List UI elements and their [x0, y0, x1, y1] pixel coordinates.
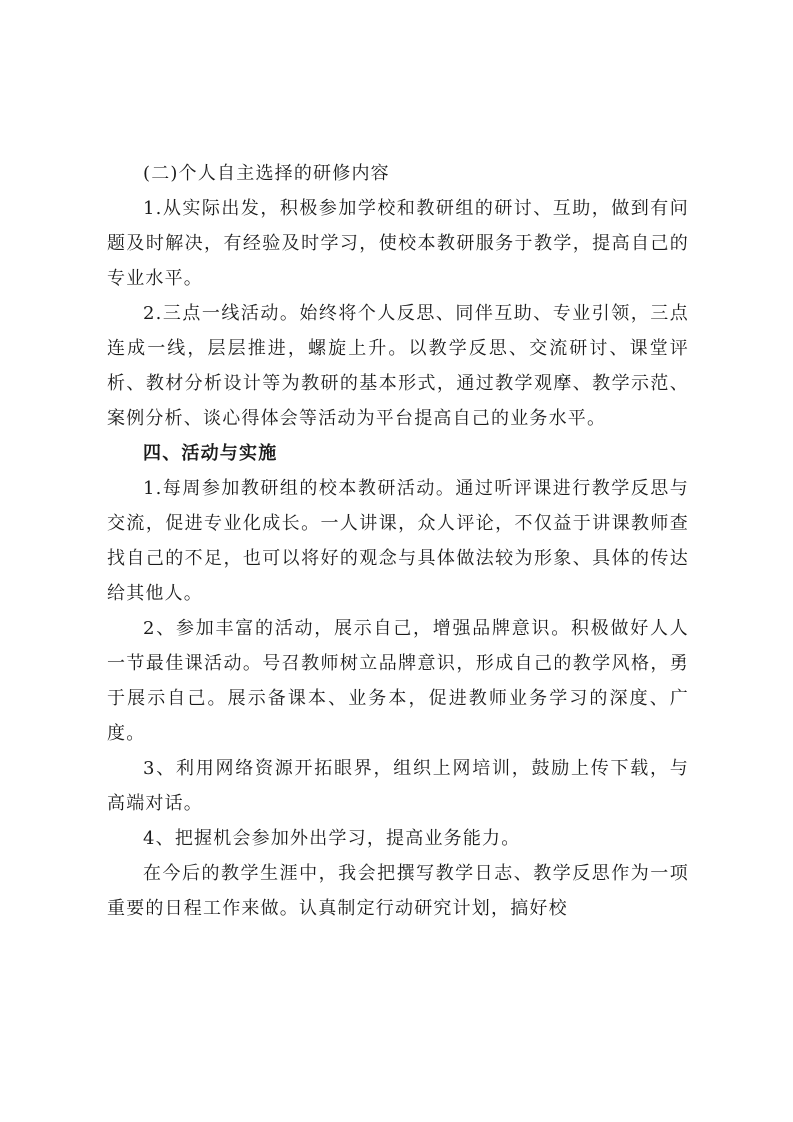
paragraph-activity-2: 2、参加丰富的活动，展示自己，增强品牌意识。积极做好人人一节最佳课活动。号召教师树立品牌意识，形成自己的教学风格，勇于展示自己。展示备课本、业务本，促进教师业务学习的深度、广度。 [107, 618, 689, 744]
paragraph-closing: 在今后的教学生涯中，我会把撰写教学日志、教学反思作为一项重要的日程工作来做。认真制定行动研究计划，搞好校 [107, 863, 689, 919]
paragraph-activity-4: 4、把握机会参加外出学习，提高业务能力。 [143, 828, 521, 849]
paragraph-activity-1: 1.每周参加教研组的校本教研活动。通过听评课进行教学反思与交流，促进专业化成长。一人讲课，众人评论，不仅益于讲课教师查找自己的不足，也可以将好的观念与具体做法较为形象、具体的传达给其他人。 [107, 478, 689, 604]
paragraph-activity-3: 3、利用网络资源开拓眼界，组织上网培训，鼓励上传下载，与高端对话。 [107, 758, 689, 814]
section-heading-activities: 四、活动与实施 [143, 443, 278, 464]
document-body [107, 156, 689, 926]
paragraph-item-2: 2.三点一线活动。始终将个人反思、同伴互助、专业引领，三点连成一线，层层推进，螺旋上升。以教学反思、交流研讨、课堂评析、教材分析设计等为教研的基本形式，通过教学观摩、教学示范、案例分析、谈心得体会等活动为平台提高自己的业务水平。 [107, 303, 689, 429]
sub-heading-personal-study: (二)个人自主选择的研修内容 [143, 163, 390, 184]
paragraph-item-1: 1.从实际出发，积极参加学校和教研组的研讨、互助，做到有问题及时解决，有经验及时学习，使校本教研服务于教学，提高自己的专业水平。 [107, 198, 689, 289]
